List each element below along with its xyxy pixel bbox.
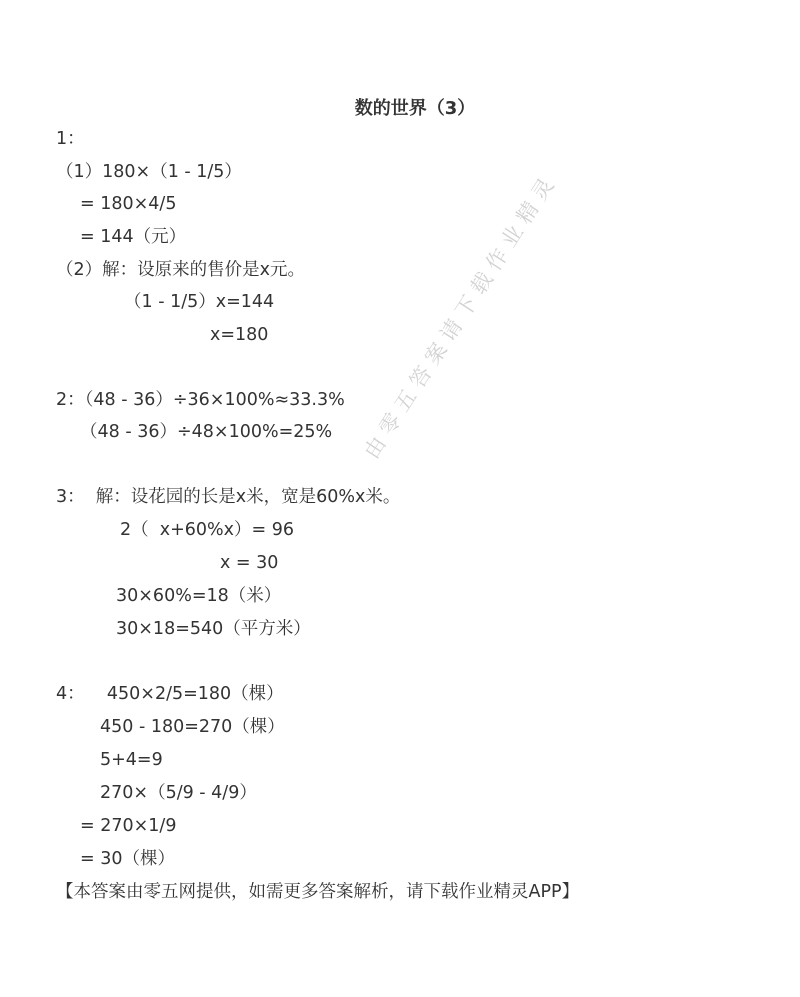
q1-part1-expression: （1）180×（1 - 1/5）	[56, 162, 242, 182]
q3-setup: 3： 解：设花园的长是x米，宽是60%x米。	[56, 487, 401, 507]
q2-line1: 2：（48 - 36）÷36×100%≈33.3%	[56, 390, 345, 410]
q4-step1: 4： 450×2/5=180（棵）	[56, 684, 284, 704]
q2-line2: （48 - 36）÷48×100%=25%	[80, 422, 333, 442]
q1-part2-result: x=180	[210, 325, 269, 345]
q4-step2: 450 - 180=270（棵）	[100, 717, 285, 737]
q4-result: = 30（棵）	[80, 849, 175, 869]
watermark-text: 由零五答案请下载作业精灵	[359, 168, 563, 463]
q4-step4: 270×（5/9 - 4/9）	[100, 783, 257, 803]
q3-area: 30×18=540（平方米）	[116, 619, 311, 639]
q4-step3: 5+4=9	[100, 750, 163, 770]
q3-equation: 2（ x+60%x）= 96	[120, 520, 295, 540]
page-title: 数的世界（3）	[354, 98, 476, 119]
footer-note: 【本答案由零五网提供，如需更多答案解析，请下载作业精灵APP】	[56, 882, 580, 902]
q1-part1-result: = 144（元）	[80, 227, 187, 247]
q3-solution: x = 30	[220, 553, 279, 573]
q3-width: 30×60%=18（米）	[116, 586, 282, 606]
q1-part2-equation: （1 - 1/5）x=144	[124, 292, 275, 312]
q1-part2-setup: （2）解：设原来的售价是x元。	[56, 260, 305, 280]
q1-label: 1：	[56, 129, 85, 149]
q1-part1-step1: = 180×4/5	[80, 194, 177, 214]
q4-step5: = 270×1/9	[80, 816, 177, 836]
